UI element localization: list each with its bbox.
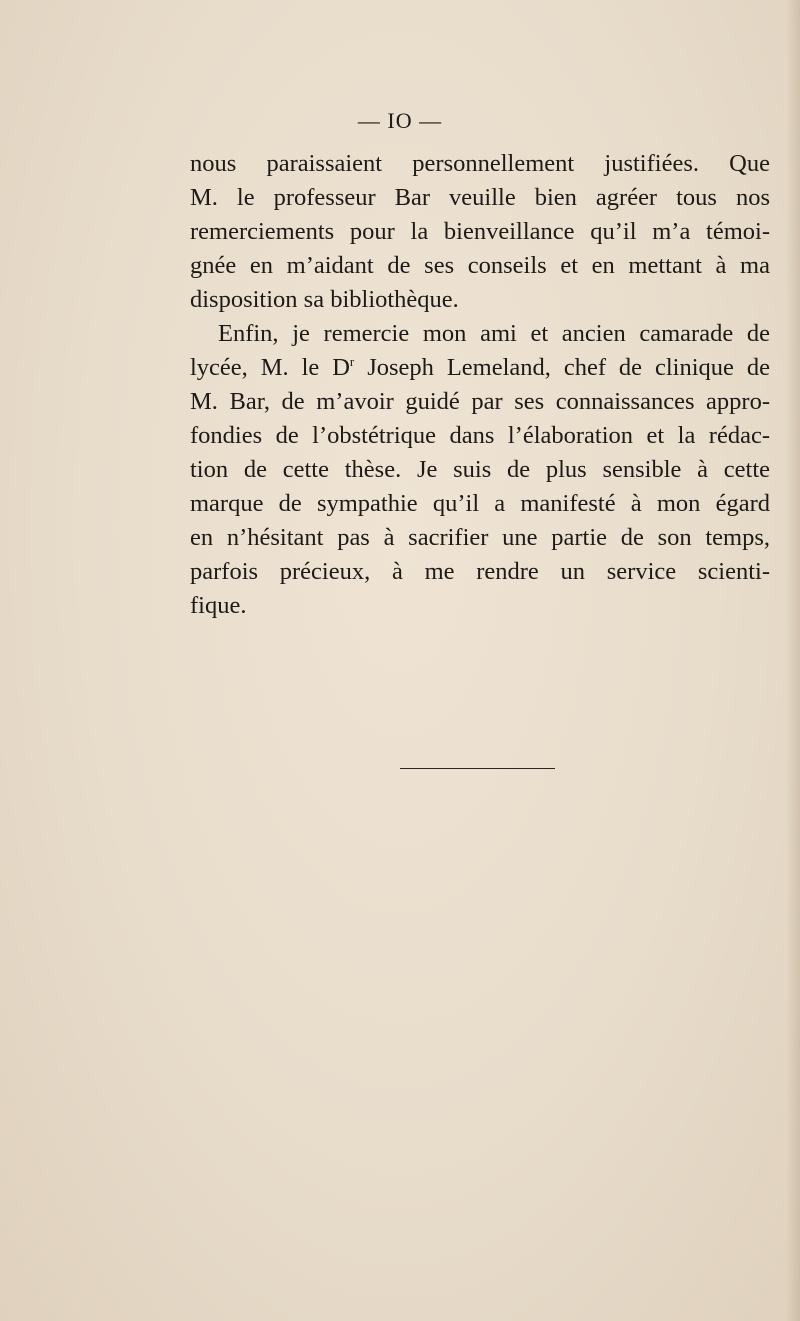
body-text	[190, 147, 770, 623]
text-line: M. le professeur Bar veuille bien agréer tous nos	[190, 184, 770, 211]
paragraph-1	[190, 147, 770, 317]
text-line: disposition sa bibliothèque.	[190, 286, 459, 313]
section-divider-rule	[400, 768, 555, 769]
page-edge-shadow	[786, 0, 800, 1321]
text-fragment: lycée, M. le D	[190, 354, 350, 381]
text-line: marque de sympathie qu’il a manifesté à mon égard	[190, 490, 770, 517]
text-line: nous paraissaient personnellement justifiées. Que	[190, 150, 770, 177]
superscript: r	[349, 354, 355, 369]
text-line: tion de cette thèse. Je suis de plus sensible à cette	[190, 456, 770, 483]
text-line: M. Bar, de m’avoir guidé par ses connaissances appro-	[190, 388, 770, 415]
text-line: fique.	[190, 592, 247, 619]
page-number: — IO —	[357, 108, 443, 133]
text-line: en n’hésitant pas à sacrifier une partie de son temps,	[190, 524, 770, 551]
text-line-with-superscript	[190, 351, 770, 385]
text-line: remerciements pour la bienveillance qu’il m’a témoi-	[190, 218, 770, 245]
text-fragment: Joseph Lemeland, chef de clinique de	[354, 354, 770, 381]
text-line: Enfin, je remercie mon ami et ancien camarade de	[218, 320, 770, 347]
paragraph-2	[190, 317, 770, 623]
text-line: fondies de l’obstétrique dans l’élaboration et la rédac-	[190, 422, 770, 449]
text-line: gnée en m’aidant de ses conseils et en mettant à ma	[190, 252, 770, 279]
text-line: parfois précieux, à me rendre un service scienti-	[190, 558, 770, 585]
